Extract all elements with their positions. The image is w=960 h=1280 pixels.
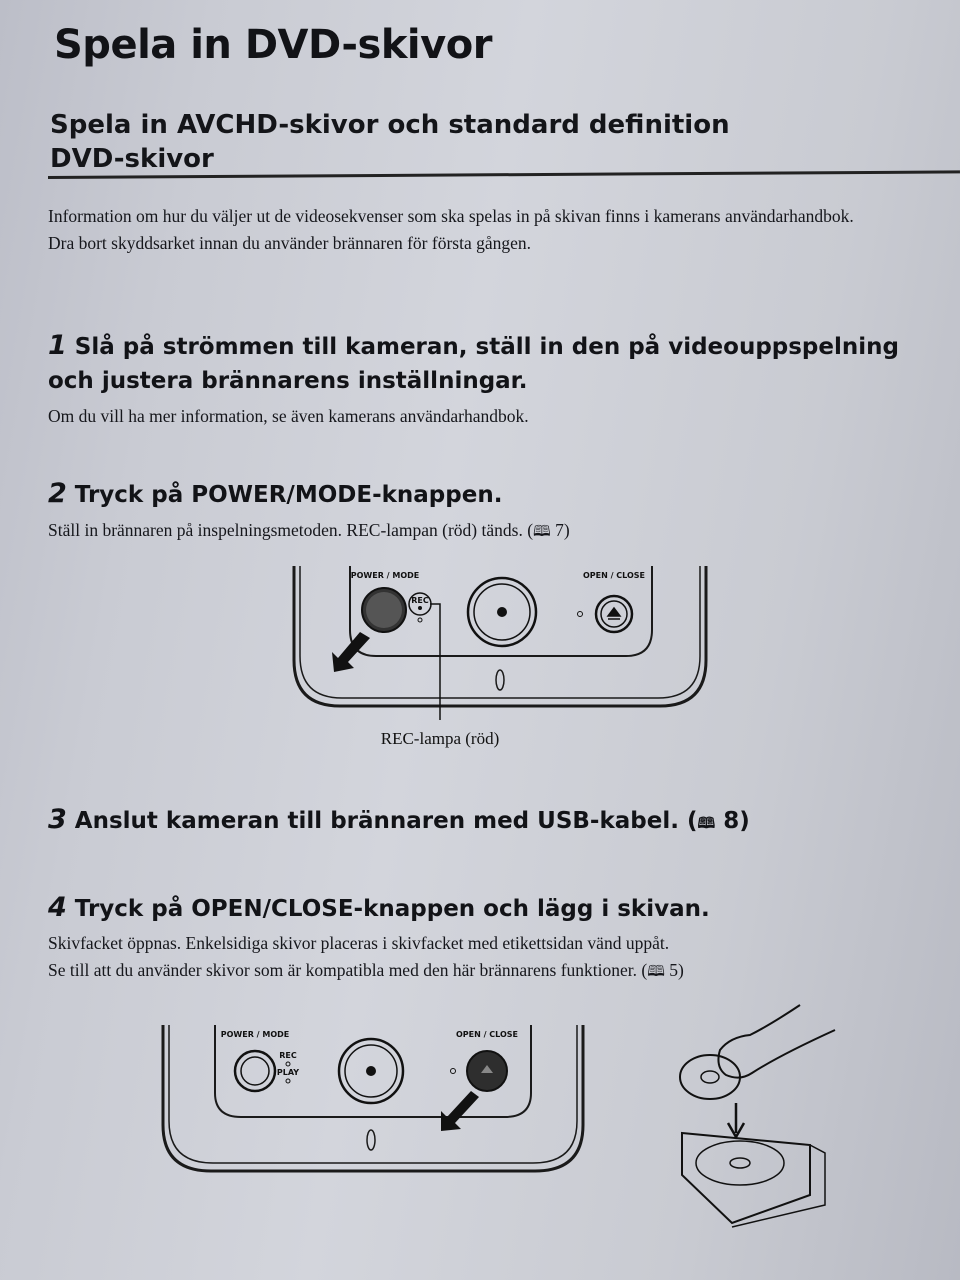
section-title: Spela in AVCHD-skivor och standard definition DVD-skivor — [50, 110, 730, 174]
step-3-title: Anslut kameran till brännaren med USB-kabel. ( — [74, 808, 698, 834]
page-reference: 8) — [723, 808, 750, 834]
open-close-label: OPEN / CLOSE — [455, 1030, 519, 1039]
step-2-heading — [48, 477, 502, 512]
step-2-text: Ställ in brännaren på inspelningsmetoden. REC-lampan (röd) tänds. ( — [48, 520, 534, 540]
open-close-label: OPEN / CLOSE — [582, 571, 646, 580]
intro-text — [48, 203, 928, 257]
book-icon: 🕮 — [533, 522, 551, 540]
page-title: Spela in DVD-skivor — [54, 22, 492, 68]
power-mode-label: POWER / MODE — [220, 1030, 290, 1039]
burner-panel-figure-2 — [155, 1015, 595, 1185]
step-number: 3 — [48, 804, 67, 835]
burner-panel-figure-1 — [280, 560, 720, 760]
step-1-text: Om du vill ha mer information, se även kamerans användarhandbok. — [48, 406, 529, 426]
step-4-heading — [48, 891, 710, 926]
step-number: 2 — [48, 478, 67, 509]
step-4-text: Se till att du använder skivor som är kompatibla med den här brännarens funktioner. ( — [48, 960, 648, 980]
arrow-icon — [441, 1091, 479, 1131]
step-4-title: Tryck på OPEN/CLOSE-knappen och lägg i skivan. — [74, 896, 710, 922]
rec-label: REC — [279, 1051, 297, 1060]
page-reference: 5) — [669, 960, 684, 980]
page-reference: 7) — [555, 520, 570, 540]
rec-label: REC — [411, 596, 429, 605]
step-number: 1 — [48, 330, 67, 361]
disc-tray-icon — [682, 1133, 810, 1223]
step-4-body — [48, 930, 948, 985]
step-3-heading — [48, 803, 750, 840]
power-mode-label: POWER / MODE — [350, 571, 420, 580]
step-4-text: Skivfacket öppnas. Enkelsidiga skivor placeras i skivfacket med etikettsidan vänd uppåt. — [48, 933, 670, 953]
step-1-title: Slå på strömmen till kameran, ställ in den på videouppspelning och justera brännarens inställningar. — [48, 334, 899, 394]
book-icon: 🕮 — [697, 814, 716, 832]
book-icon: 🕮 — [647, 962, 665, 980]
step-2-title: Tryck på POWER/MODE-knappen. — [74, 482, 503, 508]
play-label: PLAY — [276, 1068, 300, 1077]
step-1-heading — [48, 329, 948, 398]
intro-paragraph: Dra bort skyddsarket innan du använder brännaren för första gången. — [48, 233, 532, 253]
down-arrow-icon — [728, 1103, 744, 1137]
rec-lamp-callout: REC-lampa (röd) — [380, 729, 500, 748]
disc-insertion-illustration — [660, 995, 850, 1230]
step-2-body — [48, 517, 948, 545]
intro-paragraph: Information om hur du väljer ut de videosekvenser som ska spelas in på skivan finns i kamerans användarhandbok. — [48, 206, 854, 226]
rec-lamp — [418, 606, 422, 610]
step-1-body — [48, 403, 948, 430]
step-number: 4 — [48, 892, 67, 923]
